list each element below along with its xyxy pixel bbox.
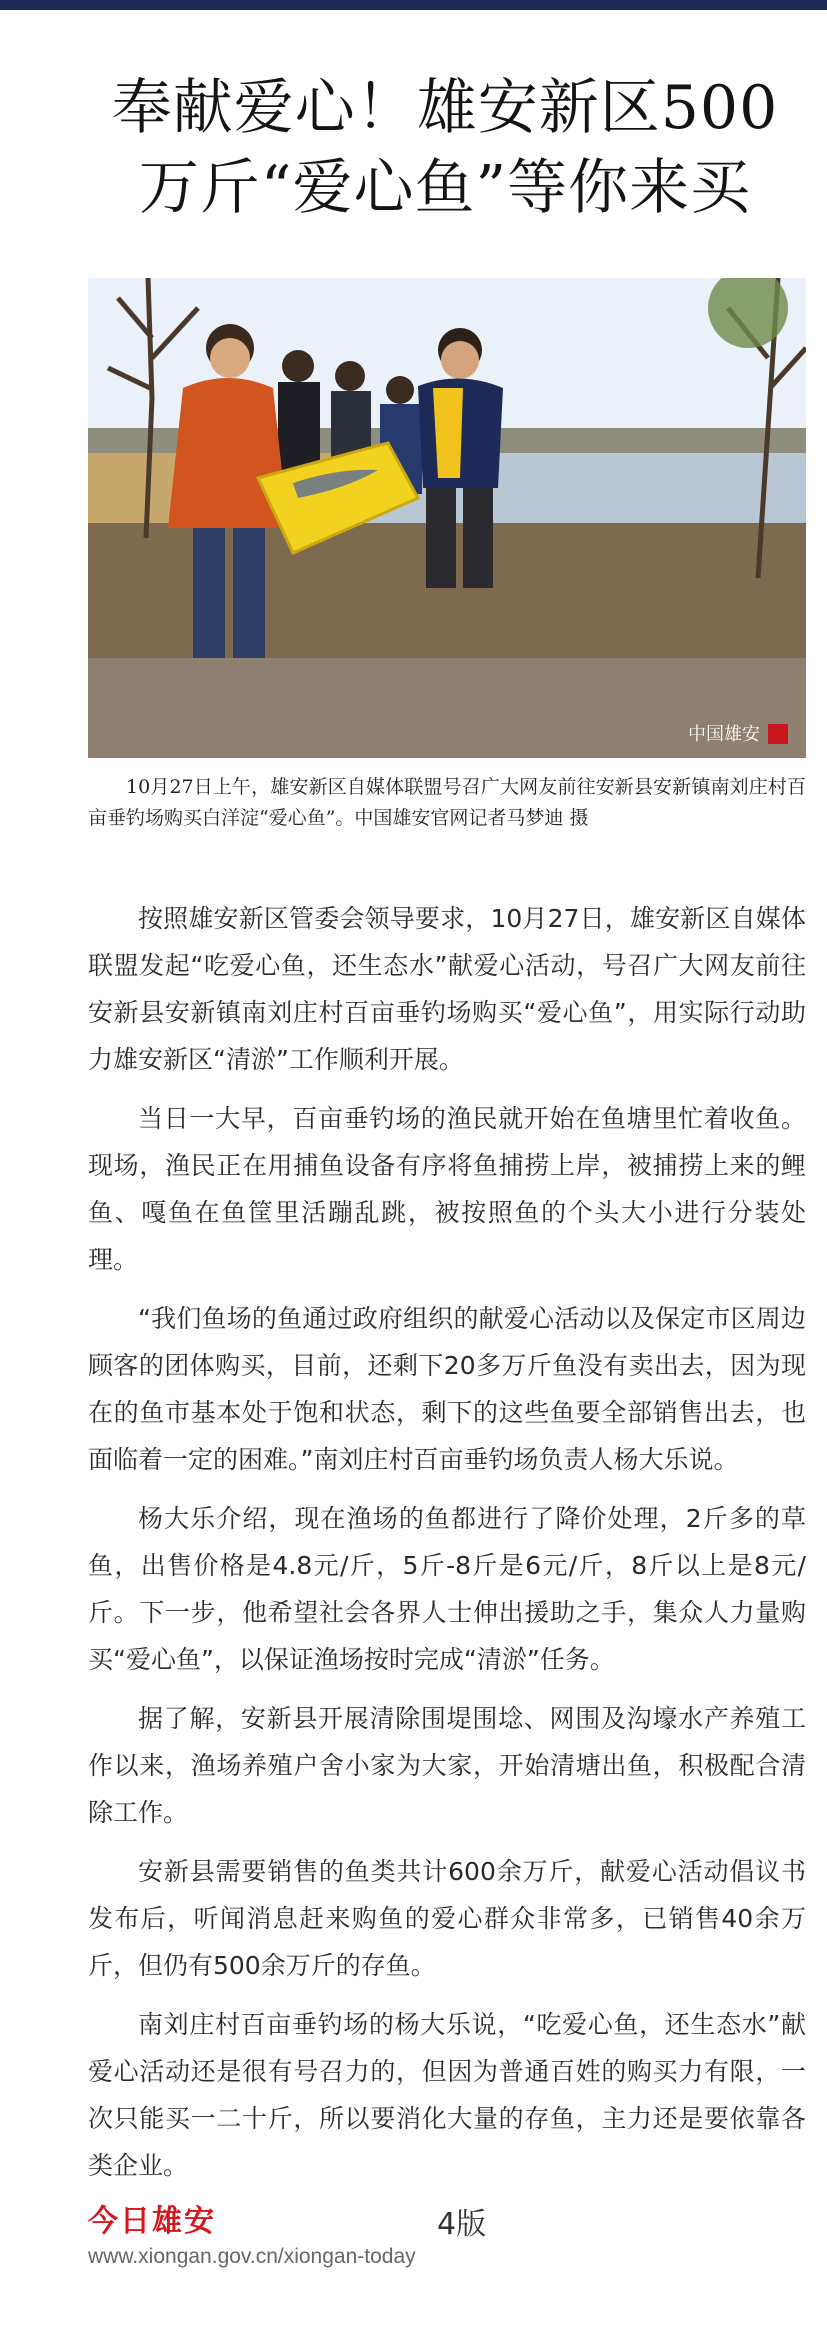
article-paragraph: 南刘庄村百亩垂钓场的杨大乐说，“吃爱心鱼，还生态水”献爱心活动还是很有号召力的，但因为普通百姓的购买力有限，一次只能买一二十斤，所以要消化大量的存鱼，主力还是要依靠各类企业。	[88, 2010, 806, 2180]
article-paragraph: “我们鱼场的鱼通过政府组织的献爱心活动以及保定市区周边顾客的团体购买，目前，还剩下20多万斤鱼没有卖出去，因为现在的鱼市基本处于饱和状态，剩下的这些鱼要全部销售出去，也面临着一定的困难。”南刘庄村百亩垂钓场负责人杨大乐说。	[88, 1304, 806, 1474]
article-paragraph: 按照雄安新区管委会领导要求，10月27日，雄安新区自媒体联盟发起“吃爱心鱼，还生态水”献爱心活动，号召广大网友前往安新县安新镇南刘庄村百亩垂钓场购买“爱心鱼”，用实际行动助力雄安新区“清淤”工作顺利开展。	[88, 904, 806, 1074]
photo-caption: 10月27日上午，雄安新区自媒体联盟号召广大网友前往安新县安新镇南刘庄村百亩垂钓场购买白洋淀“爱心鱼”。中国雄安官网记者马梦迪 摄	[88, 776, 806, 829]
headline	[80, 68, 810, 228]
footer-logo: 今日雄安	[88, 2204, 216, 2239]
article-paragraph: 当日一大早，百亩垂钓场的渔民就开始在鱼塘里忙着收鱼。现场，渔民正在用捕鱼设备有序将鱼捕捞上岸，被捕捞上来的鲤鱼、嘎鱼在鱼筐里活蹦乱跳，被按照鱼的个头大小进行分装处理。	[88, 1104, 806, 1274]
article-paragraph: 杨大乐介绍，现在渔场的鱼都进行了降价处理，2斤多的草鱼，出售价格是4.8元/斤，5斤-8斤是6元/斤，8斤以上是8元/斤。下一步，他希望社会各界人士伸出援助之手，集众人力量购买“爱心鱼”，以保证渔场按时完成“清淤”任务。	[88, 1504, 806, 1674]
top-bar	[0, 0, 827, 10]
photo-watermark-seal	[768, 724, 788, 744]
article-body	[88, 895, 806, 2201]
article-paragraph: 安新县需要销售的鱼类共计600余万斤，献爱心活动倡议书发布后，听闻消息赶来购鱼的爱心群众非常多，已销售40余万斤，但仍有500余万斤的存鱼。	[88, 1857, 806, 1980]
news-photo	[88, 278, 806, 758]
footer-page-number: 4版	[437, 2207, 487, 2242]
photo-illustration	[88, 278, 806, 758]
headline-line-2: 万斤“爱心鱼”等你来买	[138, 153, 752, 223]
footer-url-link[interactable]: www.xiongan.gov.cn/xiongan-today	[88, 2245, 416, 2268]
article-paragraph: 据了解，安新县开展清除围堤围埝、网围及沟壕水产养殖工作以来，渔场养殖户舍小家为大家，开始清塘出鱼，积极配合清除工作。	[88, 1704, 806, 1827]
headline-line-1: 奉献爱心！雄安新区500	[111, 73, 779, 143]
photo-watermark: 中国雄安	[688, 724, 760, 745]
